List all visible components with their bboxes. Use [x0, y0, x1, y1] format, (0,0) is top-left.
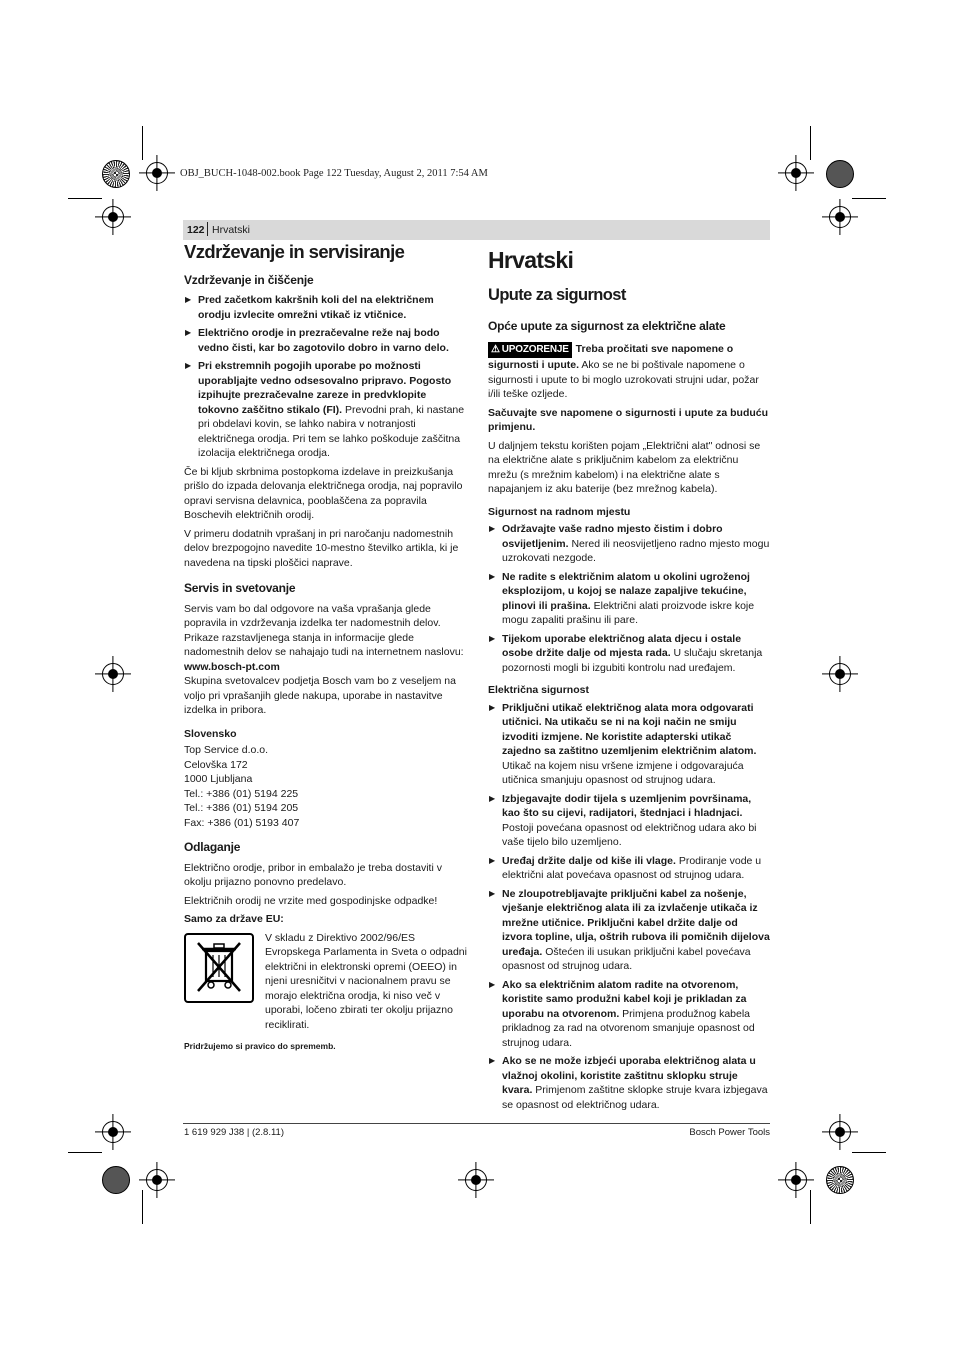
crop-mark [810, 1190, 811, 1224]
page-header [183, 220, 770, 240]
weee-bin-icon [184, 933, 254, 1003]
left-column [184, 241, 467, 1053]
footer-brand: Bosch Power Tools [689, 1127, 770, 1138]
subsection-heading: Odlaganje [184, 840, 241, 854]
registration-mark [102, 663, 124, 685]
footer-divider [183, 1123, 770, 1124]
address-line: Celovška 172 [184, 758, 248, 771]
paragraph: Če bi kljub skrbnima postopkoma izdelave in preizkušanja prišlo do izpada delovanja električnega orodja, naj popravilo opravi servisna delavnica, pooblaščena za popravila Boschevih električnih orodij. [184, 465, 463, 521]
registration-mark [146, 1169, 168, 1191]
page-number: 122 [187, 224, 205, 236]
paragraph: Električnih orodij ne vrzite med gospodinjske odpadke! [184, 894, 438, 907]
registration-mark [829, 206, 851, 228]
registration-rosette-bl [102, 1166, 130, 1194]
website-link[interactable]: www.bosch-pt.com [184, 660, 280, 673]
registration-mark [829, 1121, 851, 1143]
registration-rosette-tr [826, 160, 854, 188]
subsection-heading: Opće upute za sigurnost za električne alate [488, 319, 726, 333]
bullet-item: ▶ Pred začetkom kakršnih koli del na električnem orodju izvlecite omrežni vtikač iz vtičnice. [184, 293, 467, 322]
crop-mark [852, 198, 886, 199]
subsection-heading: Vzdrževanje in čiščenje [184, 272, 314, 287]
registration-mark [102, 1121, 124, 1143]
subsection-heading: Servis in svetovanje [184, 581, 296, 595]
subsection-heading: Sigurnost na radnom mjestu [488, 505, 631, 518]
header-language: Hrvatski [212, 224, 250, 236]
country-label: Slovensko [184, 727, 237, 740]
crop-mark [142, 126, 143, 160]
phone-line: Tel.: +386 (01) 5194 205 [184, 802, 299, 814]
bullet-item: ▶ Priključni utikač električnog alata mora odgovarati utičnici. Na utikaču se ni na koji način ne smiju izvoditi izmjene. Ne koristite adapterski utikač zajedno sa zaštitno uzemljenim električnim alatom. Utikač na kojem nisu vršene izmjene i odgovarajuća utičnica smanjuju opasnost od strujnog udara. [488, 701, 770, 788]
address-line: 1000 Ljubljana [184, 773, 253, 785]
warning-paragraph: ⚠ UPOZORENJE Treba pročitati sve napomene o sigurnosti i upute. Ako se ne bi poštivale napomene o sigurnosti i upute to bi moglo uzrokovati strujni udar, požar i/ili teške ozljede. [488, 342, 759, 400]
reservation-note: Pridržujemo si pravico do sprememb. [184, 1040, 336, 1051]
bullet-item: ▶ Tijekom uporabe električnog alata djecu i ostale osobe držite dalje od mjesta rada. U slučaju skretanja pozornosti mogli bi izgubiti kontrolu nad uređajem. [488, 632, 770, 676]
paragraph: V primeru dodatnih vprašanj in pri naročanju nadomestnih delov brezpogojno navedite 10-mestno številko artikla, ki je navedena na tipski ploščici naprave. [184, 527, 459, 569]
bullet-item: ▶ Ne radite s električnim alatom u okolini ugroženoj eksplozijom, u kojoj se nalaze zapaljive tekućine, plinovi ili prašina. Električni alati proizvode iskre koje mogu zapaliti prašinu ili pare. [488, 570, 770, 628]
bullet-item: ▶ Uređaj držite dalje od kiše ili vlage. Prodiranje vode u električni alat povećava opasnost od strujnog udara. [488, 854, 770, 883]
section-title: Vzdrževanje in servisiranje [184, 241, 405, 262]
paragraph: Električno orodje, pribor in embalažo je treba dostaviti v okolju prijazno ponovno predelavo. [184, 861, 442, 888]
header-divider [207, 222, 208, 236]
registration-mark [146, 162, 168, 184]
warning-triangle-icon: ⚠ [491, 343, 500, 355]
crop-mark [68, 1152, 102, 1153]
phone-line: Tel.: +386 (01) 5194 225 [184, 787, 299, 800]
paragraph: Sačuvajte sve napomene o sigurnosti i upute za buduću primjenu. [488, 406, 769, 433]
registration-mark [465, 1169, 487, 1191]
registration-rosette-tl [102, 160, 130, 188]
fax-line: Fax: +386 (01) 5193 407 [184, 816, 300, 829]
chapter-title: Hrvatski [488, 247, 574, 273]
crop-mark [142, 1190, 143, 1224]
crop-mark [852, 1152, 886, 1153]
bullet-item: ▶ Ako sa električnim alatom radite na otvorenom, koristite samo produžni kabel koji je prikladan za uporabu na otvorenom. Primjena produžnog kabela prikladnog za rad na otvorenom smanjuje opasnost od strujnog udara. [488, 978, 770, 1051]
footer-doc-number: 1 619 929 J38 | (2.8.11) [184, 1127, 285, 1138]
bullet-item: ▶ Ako se ne može izbjeći uporaba električnog alata u vlažnoj okolini, koristite zaštitnu sklopku struje kvara. Primjenom zaštitne sklopke struje kvara izbjegava se opasnost od električnog udara. [488, 1054, 770, 1112]
bullet-item: ▶ Električno orodje in prezračevalne reže naj bodo vedno čisti, kar bo zagotovilo dobro in varno delo. [184, 326, 467, 355]
paragraph: U daljnjem tekstu korišten pojam „Električni alat" odnosi se na električne alate s priključnim kabelom za električnu mrežu (s mrežnim kabelom) i na električne alate s napajanjem iz aku baterije (bez mrežnog kabela). [488, 439, 761, 495]
address-line: Top Service d.o.o. [184, 744, 269, 756]
weee-block [184, 931, 467, 1041]
paragraph: Skupina svetovalcev podjetja Bosch vam bo z veseljem na voljo pri vprašanjih glede nakupa, uporabe in nastavitve izdelka in pribora. [184, 675, 456, 716]
eu-label: Samo za države EU: [184, 913, 284, 925]
paragraph: Servis vam bo dal odgovore na vaša vprašanja glede popravila in vzdrževanja izdelka ter nadomestnih delov. Prikaze razstavljenega stanja in informacije glede nadomestnih delov se nahajajo tudi na internetnem naslovu: [184, 602, 464, 658]
registration-mark [785, 1169, 807, 1191]
registration-mark [829, 663, 851, 685]
crop-mark [810, 126, 811, 160]
bullet-item: ▶ Izbjegavajte dodir tijela s uzemljenim površinama, kao što su cijevi, radijatori, štednjaci i hladnjaci. Postoji povećana opasnost od električnog udara ako bi vaše tijelo bilo uzemljeno. [488, 792, 770, 850]
section-title: Upute za sigurnost [488, 285, 626, 304]
eu-directive-text: V skladu z Direktivo 2002/96/ES Evropskega Parlamenta in Sveta o odpadni električni in elektronski opremi (OEEO) in njeni uresničitvi v nacionalnem pravu se morajo električna orodja, ki niso več v uporabi, ločeno zbirati ter okolju prijazno reciklirati. [265, 931, 467, 1031]
print-info: OBJ_BUCH-1048-002.book Page 122 Tuesday, August 2, 2011 7:54 AM [180, 168, 488, 179]
bullet-item: ▶ Održavajte vaše radno mjesto čistim i dobro osvijetljenim. Nered ili neosvijetljeno radno mjesto mogu uzrokovati nezgode. [488, 522, 770, 566]
warning-badge: ⚠ UPOZORENJE [488, 342, 572, 359]
bullet-item: ▶ Ne zloupotrebljavajte priključni kabel za nošenje, vješanje električnog alata ili za izvlačenje utikača iz mrežne utičnice. Priključni kabel držite dalje od izvora topline, ulja, oštrih rubova ili pomičnih dijelova uređaja. Oštećen ili usukan priključni kabel povećava opasnost od strujnog udara. [488, 887, 770, 974]
right-column [488, 247, 770, 1116]
registration-rosette-br [826, 1166, 854, 1194]
crop-mark [68, 198, 102, 199]
registration-mark [785, 162, 807, 184]
registration-mark [102, 206, 124, 228]
subsection-heading: Električna sigurnost [488, 684, 589, 696]
bullet-item: ▶ Pri ekstremnih pogojih uporabe po možnosti uporabljajte vedno odsesovalno pripravo. Pogosto izpihujte prezračevalne zareze in predvklopite tokovno zaščitno stikalo (FI). Prevodni prah, ki nastane pri obdelavi kovin, se lahko nabira v notranjosti električnega orodja. Pri tem se lahko poškoduje zaščitna izolacija električnega orodja. [184, 359, 467, 461]
